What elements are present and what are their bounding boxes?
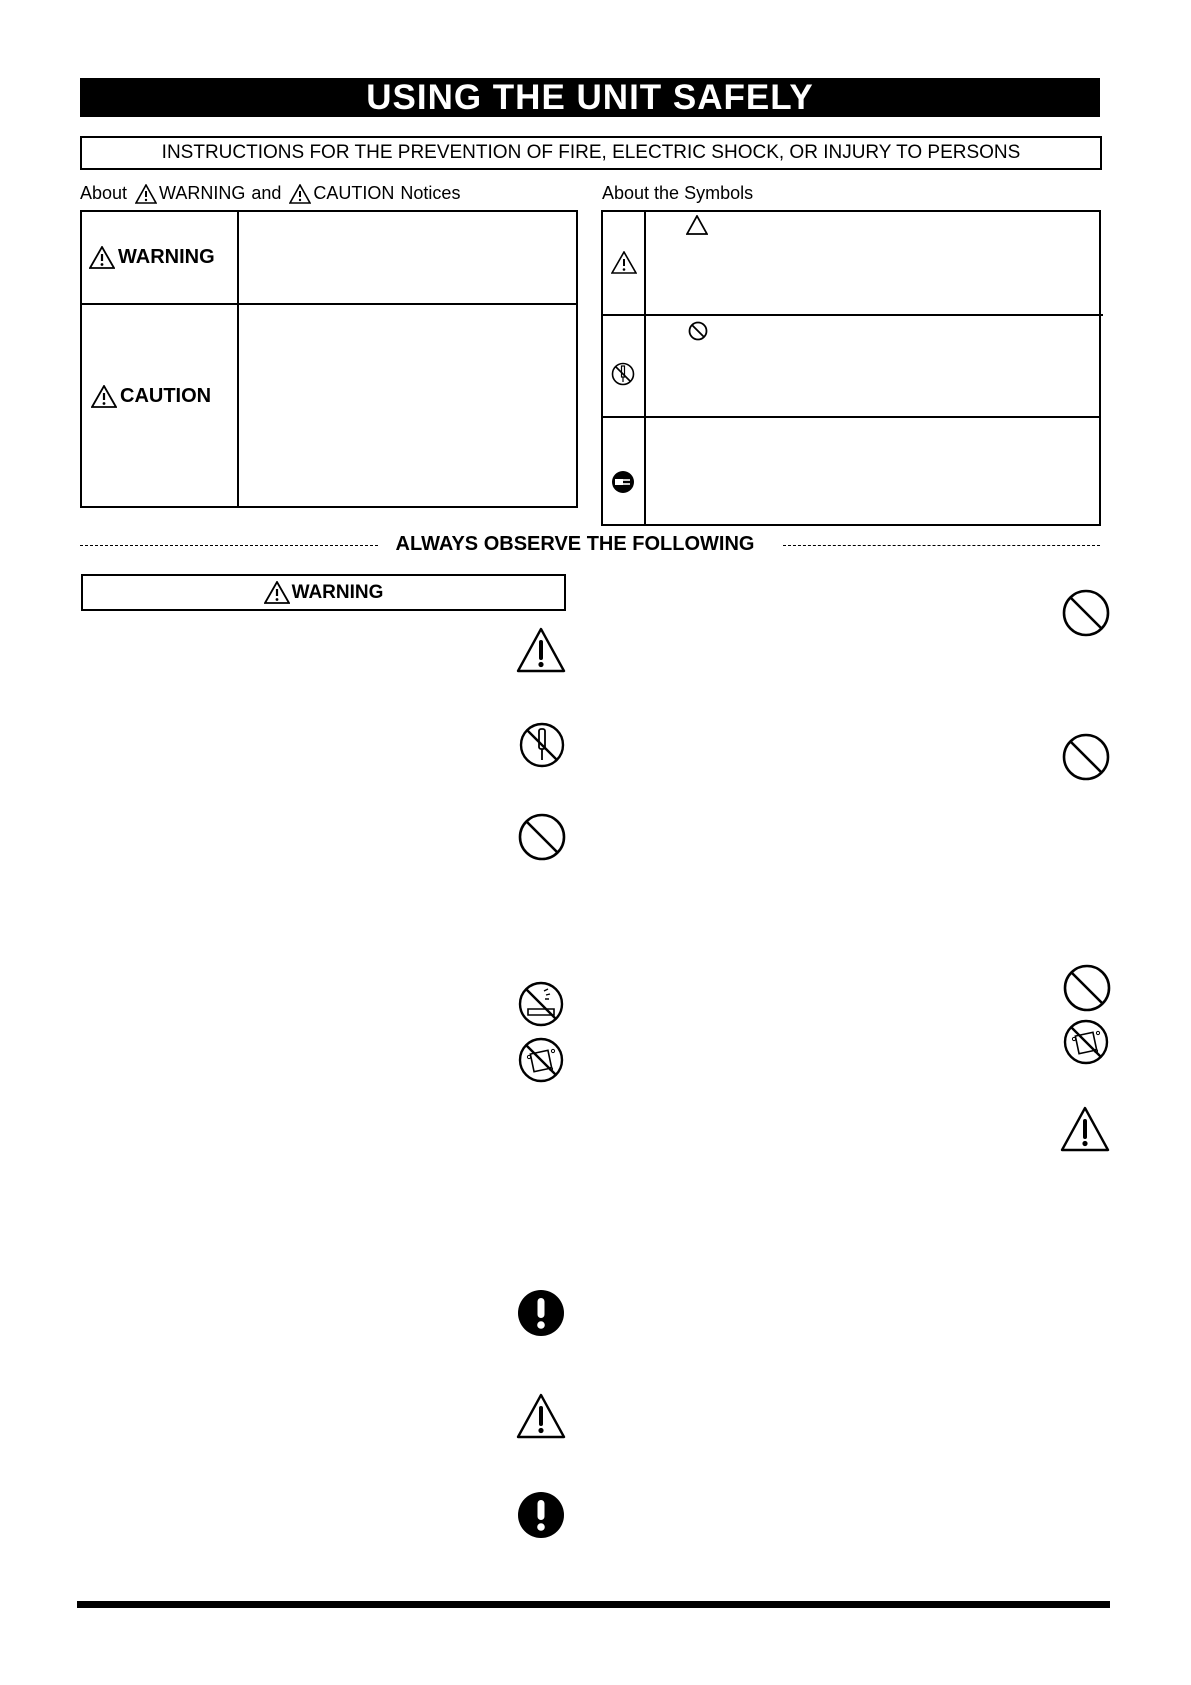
warning-signal-text: WARNING — [118, 246, 215, 268]
no-moisture-icon — [518, 1037, 564, 1083]
warning-triangle-icon — [1060, 1106, 1110, 1152]
prohibited-icon — [518, 813, 566, 861]
notices-table-row-divider — [80, 303, 578, 305]
warning-section-header-text: WARNING — [291, 581, 384, 603]
notices-label-caution: CAUTION — [313, 183, 395, 203]
notices-label-notices: Notices — [400, 183, 461, 203]
symbols-label-text: About the Symbols — [602, 183, 754, 203]
notices-section-label — [80, 183, 460, 204]
prohibited-icon — [1062, 733, 1110, 781]
warning-triangle-icon — [135, 184, 157, 204]
page-title-text: USING THE UNIT SAFELY — [366, 77, 814, 117]
instructions-banner — [80, 136, 1102, 170]
warning-signal-word — [89, 246, 215, 269]
warning-triangle-icon — [91, 385, 117, 408]
prohibited-icon — [688, 321, 708, 341]
mandatory-action-icon — [518, 1492, 564, 1538]
dashed-rule-left — [80, 545, 378, 546]
unplug-icon — [611, 470, 635, 494]
triangle-outline-icon — [686, 215, 708, 235]
dashed-rule-right — [783, 545, 1100, 546]
warning-triangle-icon — [89, 246, 115, 269]
notices-table-divider — [237, 210, 239, 508]
instructions-banner-text: INSTRUCTIONS FOR THE PREVENTION OF FIRE, ELECTRIC SHOCK, OR INJURY TO PERSONS — [161, 142, 1021, 163]
symbols-section-label — [602, 183, 753, 204]
observe-heading — [380, 533, 770, 556]
symbols-table — [601, 210, 1101, 526]
symbols-table-row-divider — [601, 314, 1103, 316]
prohibited-icon — [1063, 964, 1111, 1012]
warning-triangle-icon — [611, 251, 637, 274]
symbols-table-divider — [644, 210, 646, 526]
page-title — [80, 78, 1100, 117]
warning-triangle-icon — [516, 1393, 566, 1439]
no-water-icon — [518, 981, 564, 1027]
warning-triangle-icon — [264, 581, 290, 604]
no-moisture-icon — [1063, 1019, 1109, 1065]
observe-heading-text: ALWAYS OBSERVE THE FOLLOWING — [395, 533, 755, 555]
caution-signal-text: CAUTION — [120, 385, 212, 407]
do-not-disassemble-icon — [519, 722, 565, 768]
symbols-table-row-divider — [601, 416, 1101, 418]
warning-triangle-icon — [516, 627, 566, 673]
notices-label-about: About — [80, 183, 128, 203]
caution-signal-word — [91, 385, 211, 408]
notices-label-and: and — [251, 183, 282, 203]
warning-triangle-icon — [289, 184, 311, 204]
do-not-disassemble-icon — [611, 362, 635, 386]
footer-rule — [77, 1601, 1110, 1608]
warning-section-header — [81, 574, 566, 611]
prohibited-icon — [1062, 589, 1110, 637]
mandatory-action-icon — [518, 1290, 564, 1336]
notices-label-warning: WARNING — [159, 183, 246, 203]
